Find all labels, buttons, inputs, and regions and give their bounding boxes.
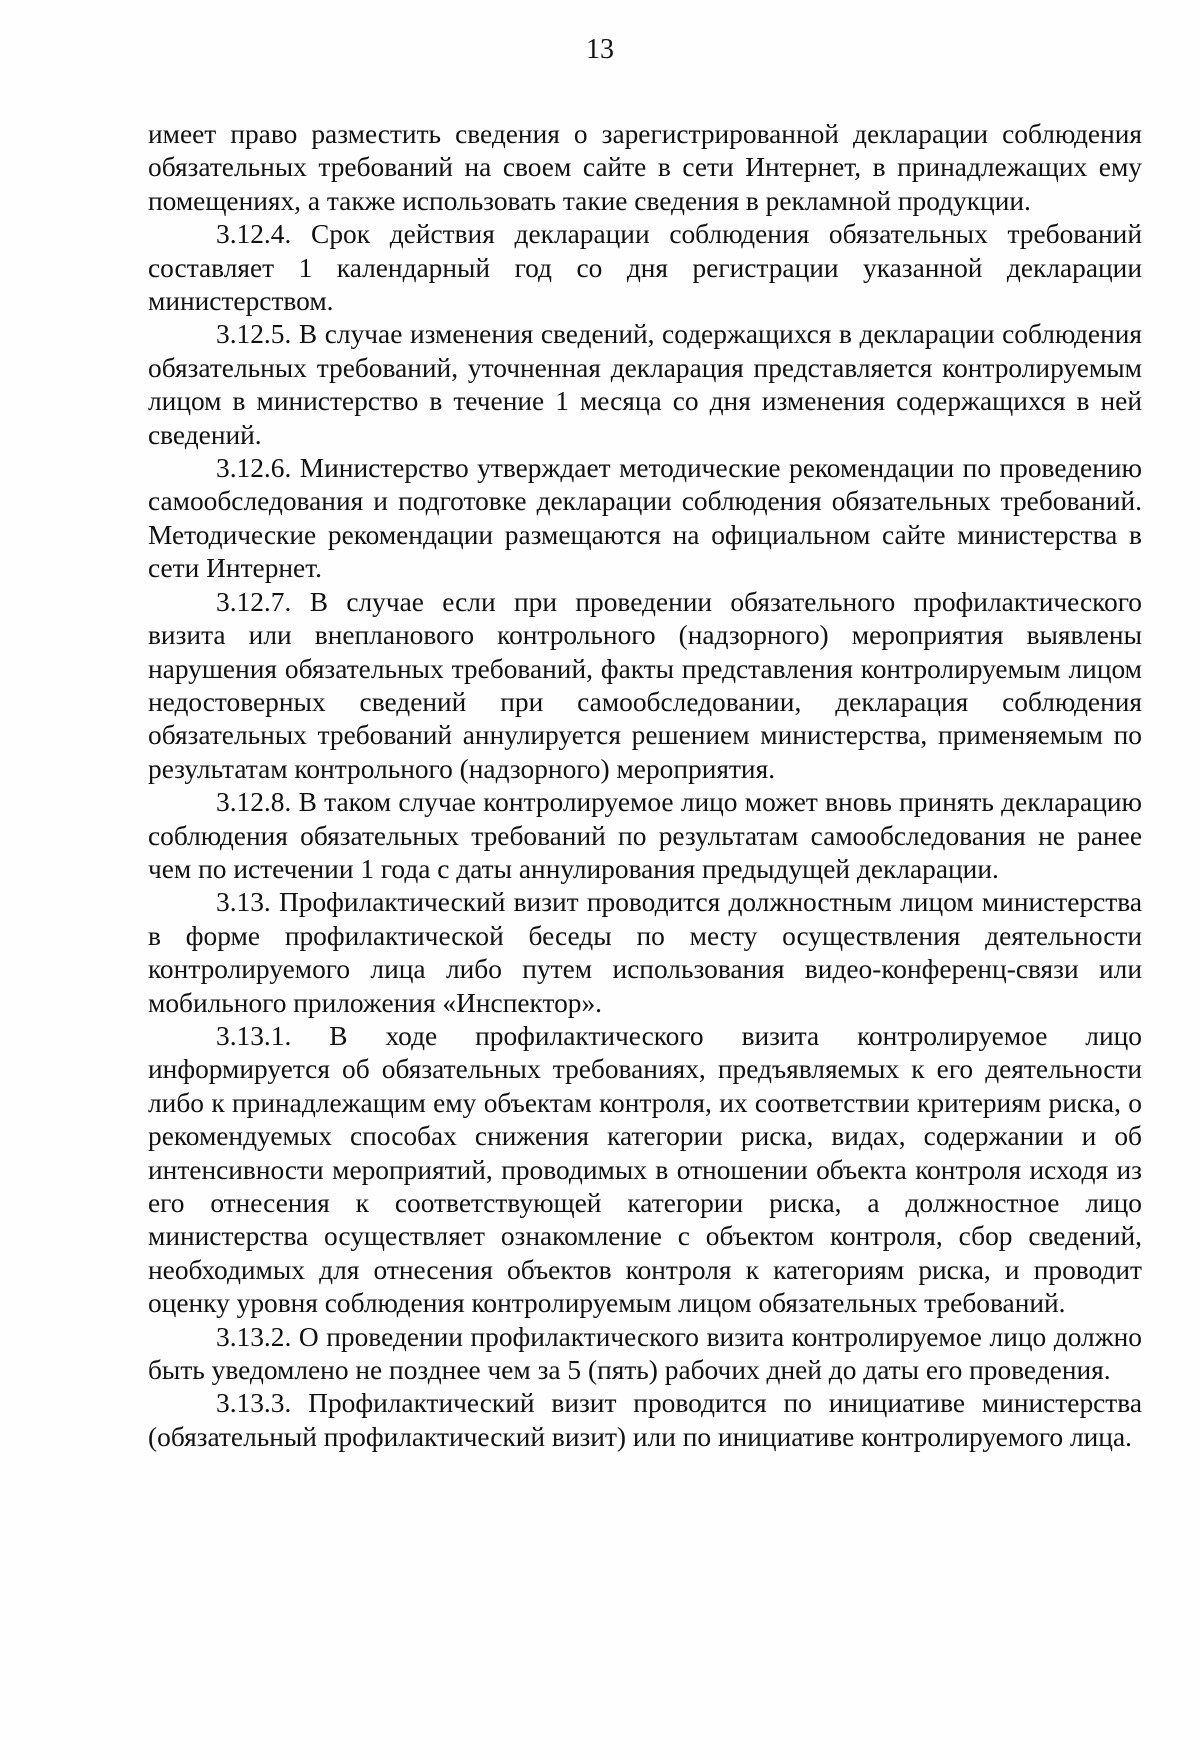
page-number: 13 bbox=[586, 34, 614, 65]
paragraph-3-12-6: 3.12.6. Министерство утверждает методические рекомендации по проведению самообследования и подготовке декларации соблюдения обязательных требований. Методические рекомендации размещаются на официальном сайте министерства в сети Интернет. bbox=[148, 453, 1142, 584]
paragraph-3-13-3: 3.13.3. Профилактический визит проводится по инициативе министерства (обязательный профилактический визит) или по инициативе контролируемого лица. bbox=[148, 1388, 1142, 1452]
document-body bbox=[148, 118, 1142, 1454]
paragraph-continuation: имеет право разместить сведения о зарегистрированной декларации соблюдения обязательных требований на своем сайте в сети Интернет, в принадлежащих ему помещениях, а также использовать такие сведения в рекламной продукции. bbox=[148, 119, 1142, 216]
paragraph-3-12-7: 3.12.7. В случае если при проведении обязательного профилактического визита или внепланового контрольного (надзорного) мероприятия выявлены нарушения обязательных требований, факты представления контролируемым лицом недостоверных сведений при самообследовании, декларация соблюдения обязательных требований аннулируется решением министерства, применяемым по результатам контрольного (надзорного) мероприятия. bbox=[148, 586, 1142, 784]
paragraph-3-12-4: 3.12.4. Срок действия декларации соблюдения обязательных требований составляет 1 календарный год со дня регистрации указанной декларации министерством. bbox=[148, 219, 1142, 317]
paragraph-3-13: 3.13. Профилактический визит проводится должностным лицом министерства в форме профилактической беседы по месту осуществления деятельности контролируемого лица либо путем использования видео-конференц-связи или мобильного приложения «Инспектор». bbox=[148, 887, 1142, 1018]
paragraph-3-12-8: 3.12.8. В таком случае контролируемое лицо может вновь принять декларацию соблюдения обязательных требований по результатам самообследования не ранее чем по истечении 1 года с даты аннулирования предыдущей декларации. bbox=[148, 787, 1142, 884]
paragraph-3-13-1: 3.13.1. В ходе профилактического визита контролируемое лицо информируется об обязательных требованиях, предъявляемых к его деятельности либо к принадлежащим ему объектам контроля, их соответствии критериям риска, о рекомендуемых способах снижения категории риска, видах, содержании и об интенсивности мероприятий, проводимых в отношении объекта контроля исходя из его отнесения к соответствующей категории риска, а должностное лицо министерства осуществляет ознакомление с объектом контроля, сбор сведений, необходимых для отнесения объектов контроля к категориям риска, и проводит оценку уровня соблюдения контролируемым лицом обязательных требований. bbox=[148, 1020, 1142, 1319]
paragraph-3-12-5: 3.12.5. В случае изменения сведений, содержащихся в декларации соблюдения обязательных требований, уточненная декларация представляется контролируемым лицом в министерство в течение 1 месяца со дня изменения содержащихся в ней сведений. bbox=[148, 319, 1142, 450]
paragraph-3-13-2: 3.13.2. О проведении профилактического визита контролируемое лицо должно быть уведомлено не позднее чем за 5 (пять) рабочих дней до даты его проведения. bbox=[148, 1321, 1142, 1386]
